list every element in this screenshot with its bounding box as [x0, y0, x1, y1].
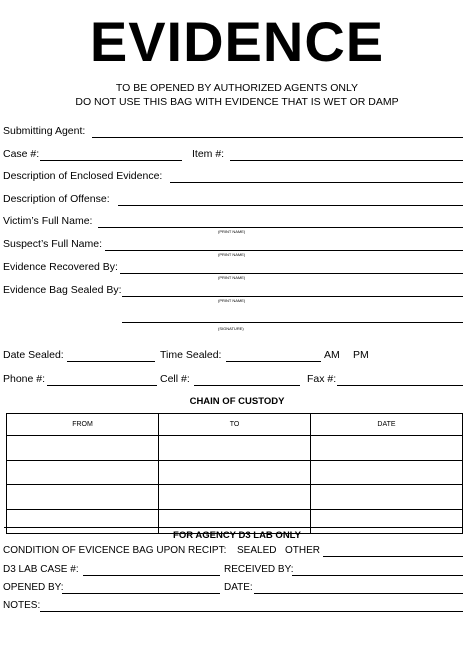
date-cell[interactable]: [311, 460, 463, 485]
chain-of-custody-heading: CHAIN OF CUSTODY: [189, 396, 285, 407]
suspect-name-label: Suspect’s Full Name:: [3, 238, 103, 250]
to-cell[interactable]: [159, 436, 311, 461]
lab-date-label: DATE:: [224, 582, 253, 593]
fax-field[interactable]: [337, 385, 463, 386]
received-by-label: RECEIVED BY:: [224, 564, 294, 575]
date-sealed-label: Date Sealed:: [3, 349, 64, 361]
from-cell[interactable]: [7, 436, 159, 461]
victim-print-name-caption: (PRINT NAME): [218, 229, 246, 234]
fax-label: Fax #:: [307, 373, 337, 385]
suspect-print-name-caption: (PRINT NAME): [218, 252, 246, 257]
table-header-row: [7, 414, 463, 436]
submitting-agent-field[interactable]: [92, 137, 463, 138]
from-cell[interactable]: [7, 460, 159, 485]
notes-label: NOTES:: [3, 600, 41, 611]
date-sealed-field[interactable]: [67, 361, 155, 362]
item-number-field[interactable]: [230, 160, 463, 161]
column-header-from: FROM: [7, 414, 159, 436]
bag-condition-label: CONDITION OF EVICENCE BAG UPON RECIPT:: [3, 545, 227, 556]
signature-caption: (SIGNATURE): [218, 326, 244, 331]
description-offense-field[interactable]: [118, 205, 463, 206]
phone-field[interactable]: [47, 385, 157, 386]
condition-sealed-option[interactable]: SEALED: [237, 545, 277, 556]
cell-label: Cell #:: [160, 373, 190, 385]
sealed-by-field[interactable]: [122, 296, 463, 297]
item-number-label: Item #:: [192, 148, 225, 160]
description-evidence-field[interactable]: [170, 182, 463, 183]
from-cell[interactable]: [7, 485, 159, 510]
table-row: [7, 436, 463, 461]
am-option[interactable]: AM: [324, 349, 340, 361]
recovered-by-field[interactable]: [120, 273, 463, 274]
victim-name-label: Victim’s Full Name:: [3, 215, 93, 227]
time-sealed-field[interactable]: [226, 361, 321, 362]
table-row: [7, 485, 463, 510]
subtitle-line-2: DO NOT USE THIS BAG WITH EVIDENCE THAT IS WET OR DAMP: [75, 96, 399, 108]
case-number-label: Case #:: [3, 148, 40, 160]
date-cell[interactable]: [311, 436, 463, 461]
pm-option[interactable]: PM: [353, 349, 369, 361]
submitting-agent-label: Submitting Agent:: [3, 125, 86, 137]
date-cell[interactable]: [311, 485, 463, 510]
form-title: EVIDENCE: [89, 10, 385, 73]
lab-case-label: D3 LAB CASE #:: [3, 564, 79, 575]
chain-of-custody-table: [6, 413, 463, 534]
column-header-to: TO: [159, 414, 311, 436]
lab-date-field[interactable]: [254, 593, 463, 594]
cell-field[interactable]: [194, 385, 300, 386]
phone-label: Phone #:: [3, 373, 46, 385]
lab-section-divider: [4, 527, 463, 528]
received-by-field[interactable]: [292, 575, 463, 576]
description-offense-label: Description of Offense:: [3, 193, 110, 205]
to-cell[interactable]: [159, 460, 311, 485]
opened-by-label: OPENED BY:: [3, 582, 64, 593]
subtitle-line-1: TO BE OPENED BY AUTHORIZED AGENTS ONLY: [115, 82, 359, 94]
suspect-name-field[interactable]: [105, 250, 463, 251]
description-evidence-label: Description of Enclosed Evidence:: [3, 170, 163, 182]
time-sealed-label: Time Sealed:: [160, 349, 222, 361]
table-row: [7, 460, 463, 485]
opened-by-field[interactable]: [62, 593, 220, 594]
signature-field[interactable]: [122, 322, 463, 323]
condition-other-field[interactable]: [323, 556, 463, 557]
to-cell[interactable]: [159, 485, 311, 510]
victim-name-field[interactable]: [98, 227, 463, 228]
notes-field[interactable]: [40, 611, 463, 612]
lab-section-heading: FOR AGENCY D3 LAB ONLY: [173, 530, 301, 541]
case-number-field[interactable]: [40, 160, 182, 161]
recovered-by-label: Evidence Recovered By:: [3, 261, 118, 273]
recovered-by-print-name-caption: (PRINT NAME): [218, 275, 246, 280]
sealed-by-print-name-caption: (PRINT NAME): [218, 298, 246, 303]
sealed-by-label: Evidence Bag Sealed By:: [3, 284, 122, 296]
lab-case-field[interactable]: [83, 575, 220, 576]
column-header-date: DATE: [311, 414, 463, 436]
condition-other-option[interactable]: OTHER: [285, 545, 320, 556]
